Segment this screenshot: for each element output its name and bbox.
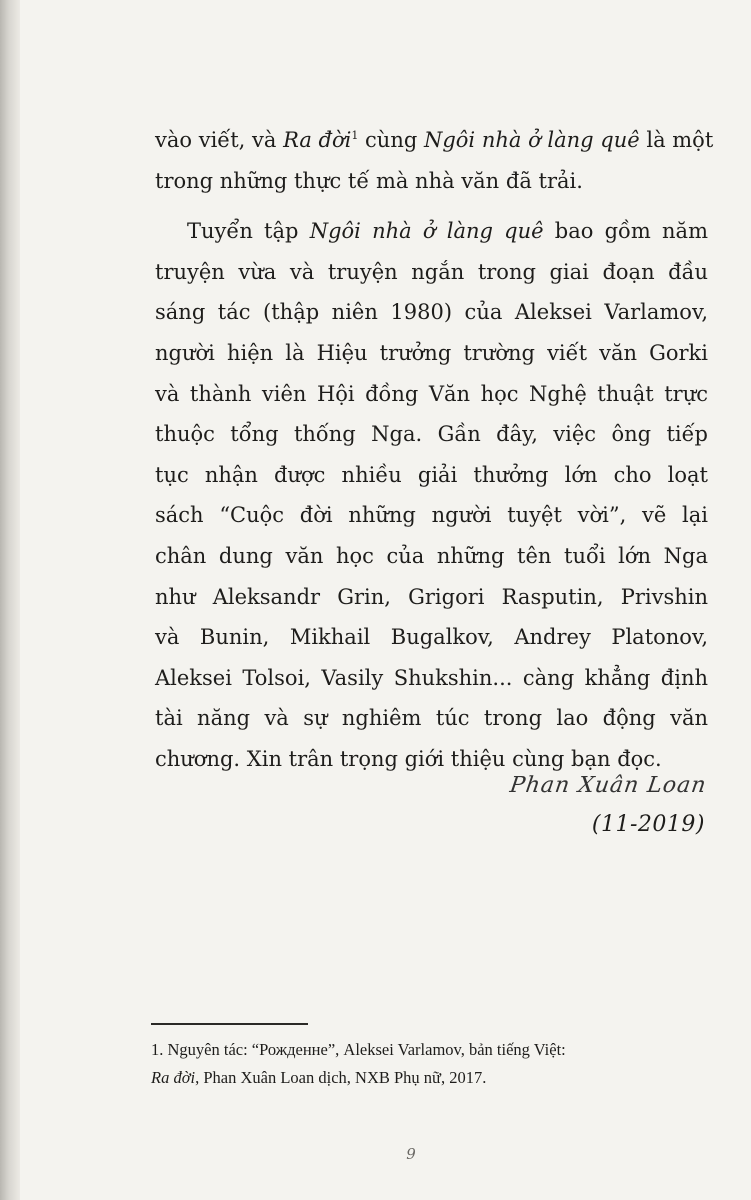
paragraph-2-line: sách “Cuộc đời những người tuyệt vời”, vẽ lại [155,503,708,528]
date-line: (11-2019) [591,812,705,837]
footnote-line-1: 1. Nguyên tác: “Рожденне”, Aleksei Varlamov, bản tiếng Việt: [151,1040,566,1059]
page-binding-shadow [0,0,20,1200]
page-number: 9 [406,1145,416,1163]
paragraph-2-line: thuộc tổng thống Nga. Gần đây, việc ông tiếp [155,422,708,447]
paragraph-2-line: tục nhận được nhiều giải thưởng lớn cho loạt [155,462,708,487]
paragraph-1-line-2: trong những thực tế mà nhà văn đã trải. [155,168,583,193]
footnote [151,1036,711,1092]
paragraph-2-line: Aleksei Tolsoi, Vasily Shukshin... càng khẳng định [155,665,708,690]
paragraph-2-line: truyện vừa và truyện ngắn trong giai đoạn đầu [155,259,708,284]
paragraph-1-line-1: vào viết, và Ra đời$^1$ cùng Ngôi nhà ở làng quê là một [155,128,714,152]
paragraph-2-line: sáng tác (thập niên 1980) của Aleksei Varlamov, [155,300,708,325]
paragraph-2-line-1: Tuyển tập Ngôi nhà ở làng quê bao gồm năm [187,219,708,244]
footnote-divider [151,1023,308,1025]
paragraph-2-line: và thành viên Hội đồng Văn học Nghệ thuật trực [155,381,708,406]
paragraph-2-line: tài năng và sự nghiêm túc trong lao động văn [155,706,708,731]
footnote-reference: 1 [351,129,359,142]
paragraph-2-line: chân dung văn học của những tên tuổi lớn Nga [155,543,708,568]
paragraph-2-last-line: chương. Xin trân trọng giới thiệu cùng bạn đọc. [155,746,662,771]
footnote-line-2: Ra đời, Phan Xuân Loan dịch, NXB Phụ nữ, 2017. [151,1068,487,1087]
paragraph-2-line: người hiện là Hiệu trưởng trường viết văn Gorki [155,340,708,365]
author-signature: Phan Xuân Loan [507,773,708,798]
paragraph-2-line: và Bunin, Mikhail Bugalkov, Andrey Platonov, [155,625,708,650]
body-text [155,120,714,780]
paragraph-2-line: như Aleksandr Grin, Grigori Rasputin, Privshin [155,584,708,609]
